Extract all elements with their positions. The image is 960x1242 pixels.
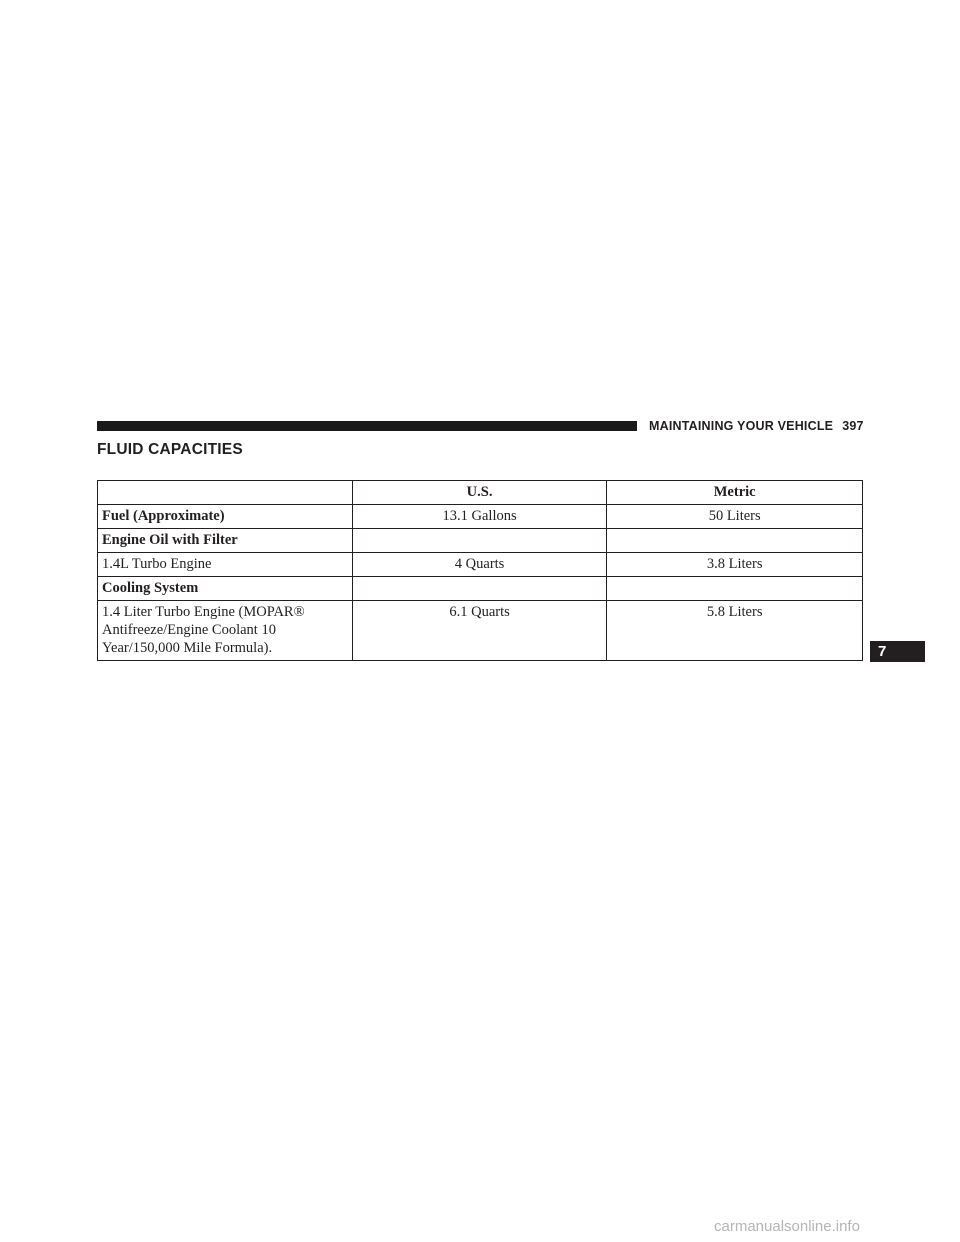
row-metric-value — [607, 529, 863, 553]
section-label: MAINTAINING YOUR VEHICLE — [649, 419, 834, 433]
table-header-row — [98, 481, 863, 505]
row-us-value: 4 Quarts — [352, 553, 607, 577]
table-row — [98, 577, 863, 601]
watermark-text: carmanualsonline.info — [714, 1218, 860, 1235]
table-row — [98, 505, 863, 529]
row-us-value — [352, 577, 607, 601]
section-title: FLUID CAPACITIES — [97, 441, 243, 458]
page-number: 397 — [842, 419, 864, 433]
row-us-value: 13.1 Gallons — [352, 505, 607, 529]
row-label: Engine Oil with Filter — [98, 529, 353, 553]
row-label: 1.4 Liter Turbo Engine (MOPAR® Antifreeze/Engine Coolant 10 Year/150,000 Mile Formula). — [98, 601, 353, 661]
fluid-capacities-table — [97, 480, 863, 661]
column-header-item — [98, 481, 353, 505]
table-row — [98, 529, 863, 553]
row-us-value: 6.1 Quarts — [352, 601, 607, 661]
running-header — [649, 419, 864, 433]
table-row — [98, 601, 863, 661]
row-label: Fuel (Approximate) — [98, 505, 353, 529]
row-label: 1.4L Turbo Engine — [98, 553, 353, 577]
column-header-us: U.S. — [352, 481, 607, 505]
row-us-value — [352, 529, 607, 553]
column-header-metric: Metric — [607, 481, 863, 505]
table-row — [98, 553, 863, 577]
row-label: Cooling System — [98, 577, 353, 601]
chapter-tab: 7 — [870, 641, 925, 662]
row-metric-value: 50 Liters — [607, 505, 863, 529]
row-metric-value: 5.8 Liters — [607, 601, 863, 661]
header-rule — [97, 421, 637, 431]
row-metric-value: 3.8 Liters — [607, 553, 863, 577]
row-metric-value — [607, 577, 863, 601]
